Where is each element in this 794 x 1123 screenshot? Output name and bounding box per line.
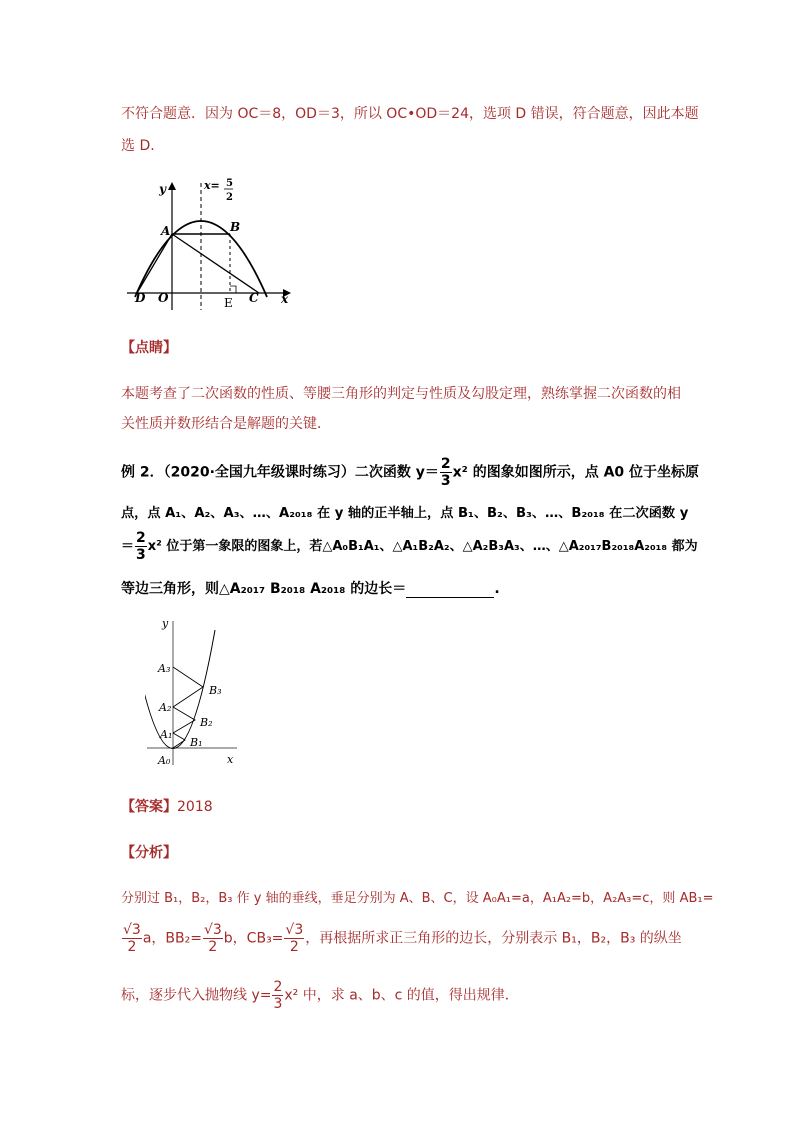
text-line: 关性质并数形结合是解题的关键． <box>121 416 331 432</box>
parabola-figure-1 <box>125 175 305 315</box>
point-label-A3: A₃ <box>158 662 171 675</box>
point-label-E: E <box>224 296 233 310</box>
point-label-B: B <box>230 220 241 234</box>
text-fragment: 标，逐步代入抛物线 y= <box>121 987 272 1004</box>
question-text: . <box>494 581 500 597</box>
question-text: 例 2．（2020·全国九年级课时练习）二次函数 y＝ <box>121 464 439 481</box>
text-fragment: a，BB₂= <box>142 930 202 947</box>
text-line <box>121 922 682 955</box>
x-axis-label: x <box>281 292 289 306</box>
point-label-O: O <box>158 291 169 305</box>
text-line: 分别过 B₁，B₂，B₃ 作 y 轴的垂线，垂足分别为 A、B、C，设 A₀A₁=a，A₁A₂=b，A₂A₃=c，则 AB₁= <box>121 891 714 906</box>
fraction-denominator: 2 <box>289 939 299 955</box>
point-label-A0: A₀ <box>158 754 171 767</box>
answer-value: 2018 <box>177 799 213 815</box>
parabola-figure-2 <box>145 615 245 770</box>
fraction <box>272 979 283 1012</box>
fraction-numerator: 2 <box>440 456 451 472</box>
question-line <box>121 456 699 489</box>
fraction <box>122 922 142 955</box>
text-fragment: x² 中，求 a、b、c 的值，得出规律． <box>284 987 519 1004</box>
fraction <box>440 456 452 489</box>
question-line <box>121 530 698 563</box>
section-heading: 【点睛】 <box>121 340 177 356</box>
point-label-B1: B₁ <box>190 736 203 749</box>
fraction-denominator: 2 <box>127 939 137 955</box>
question-line: 点，点 A₁、A₂、A₃、…、A₂₀₁₈ 在 y 轴的正半轴上，点 B₁、B₂、B₃、…、B₂₀₁₈ 在二次函数 y <box>121 506 689 521</box>
text-fragment: ，再根据所求正三角形的边长，分别表示 B₁，B₂，B₃ 的纵坐 <box>305 930 682 947</box>
fraction-numerator: √3 <box>285 922 304 938</box>
y-axis-label: y <box>162 617 169 630</box>
text-fragment: b，CB₃= <box>223 930 284 947</box>
question-text: 等边三角形，则△A₂₀₁₇ B₂₀₁₈ A₂₀₁₈ 的边长＝ <box>121 581 407 597</box>
question-line <box>121 578 500 598</box>
point-label-A1: A₁ <box>160 728 173 741</box>
answer-line <box>121 796 213 816</box>
question-text: x² 位于第一象限的图象上，若△A₀B₁A₁、△A₁B₂A₂、△A₂B₃A₃、…、△A₂₀₁₇B₂₀₁₈A₂₀₁₈ 都为 <box>147 539 698 554</box>
fraction-numerator: 2 <box>273 979 283 995</box>
axis-equation-label: x= <box>204 179 220 192</box>
fraction-numerator: √3 <box>123 922 141 938</box>
fraction-denominator: 3 <box>440 473 451 489</box>
point-label-D: D <box>135 291 146 305</box>
point-label-A2: A₂ <box>159 701 172 714</box>
point-label-A: A <box>161 224 171 238</box>
point-label-B3: B₃ <box>209 684 222 697</box>
text-line: 不符合题意．因为 OC＝8，OD＝3，所以 OC•OD＝24，选项 D 错误，符合题意，因此本题 <box>121 106 699 122</box>
fraction <box>203 922 223 955</box>
section-heading: 【分析】 <box>121 845 177 861</box>
point-label-B2: B₂ <box>200 716 213 729</box>
axis-equation-denominator: 2 <box>226 192 233 203</box>
answer-heading: 【答案】 <box>121 799 177 815</box>
point-label-C: C <box>249 291 259 305</box>
text-line: 本题考查了二次函数的性质、等腰三角形的判定与性质及勾股定理，熟练掌握二次函数的相 <box>121 386 681 402</box>
x-axis-label: x <box>227 753 234 766</box>
y-axis-label: y <box>159 182 166 196</box>
fraction <box>284 922 304 955</box>
text-line: 选 D. <box>121 138 155 154</box>
fraction-numerator: 2 <box>136 530 146 546</box>
text-line <box>121 979 519 1012</box>
question-text: x² 的图象如图所示，点 A0 位于坐标原 <box>452 464 700 481</box>
fraction-denominator: 3 <box>273 996 283 1012</box>
fraction-denominator: 2 <box>208 939 218 955</box>
axis-equation-numerator: 5 <box>226 178 233 189</box>
fraction-denominator: 3 <box>136 547 146 563</box>
fraction-numerator: √3 <box>203 922 222 938</box>
question-text: ＝ <box>121 539 135 554</box>
answer-blank <box>406 583 494 598</box>
fraction <box>135 530 147 563</box>
